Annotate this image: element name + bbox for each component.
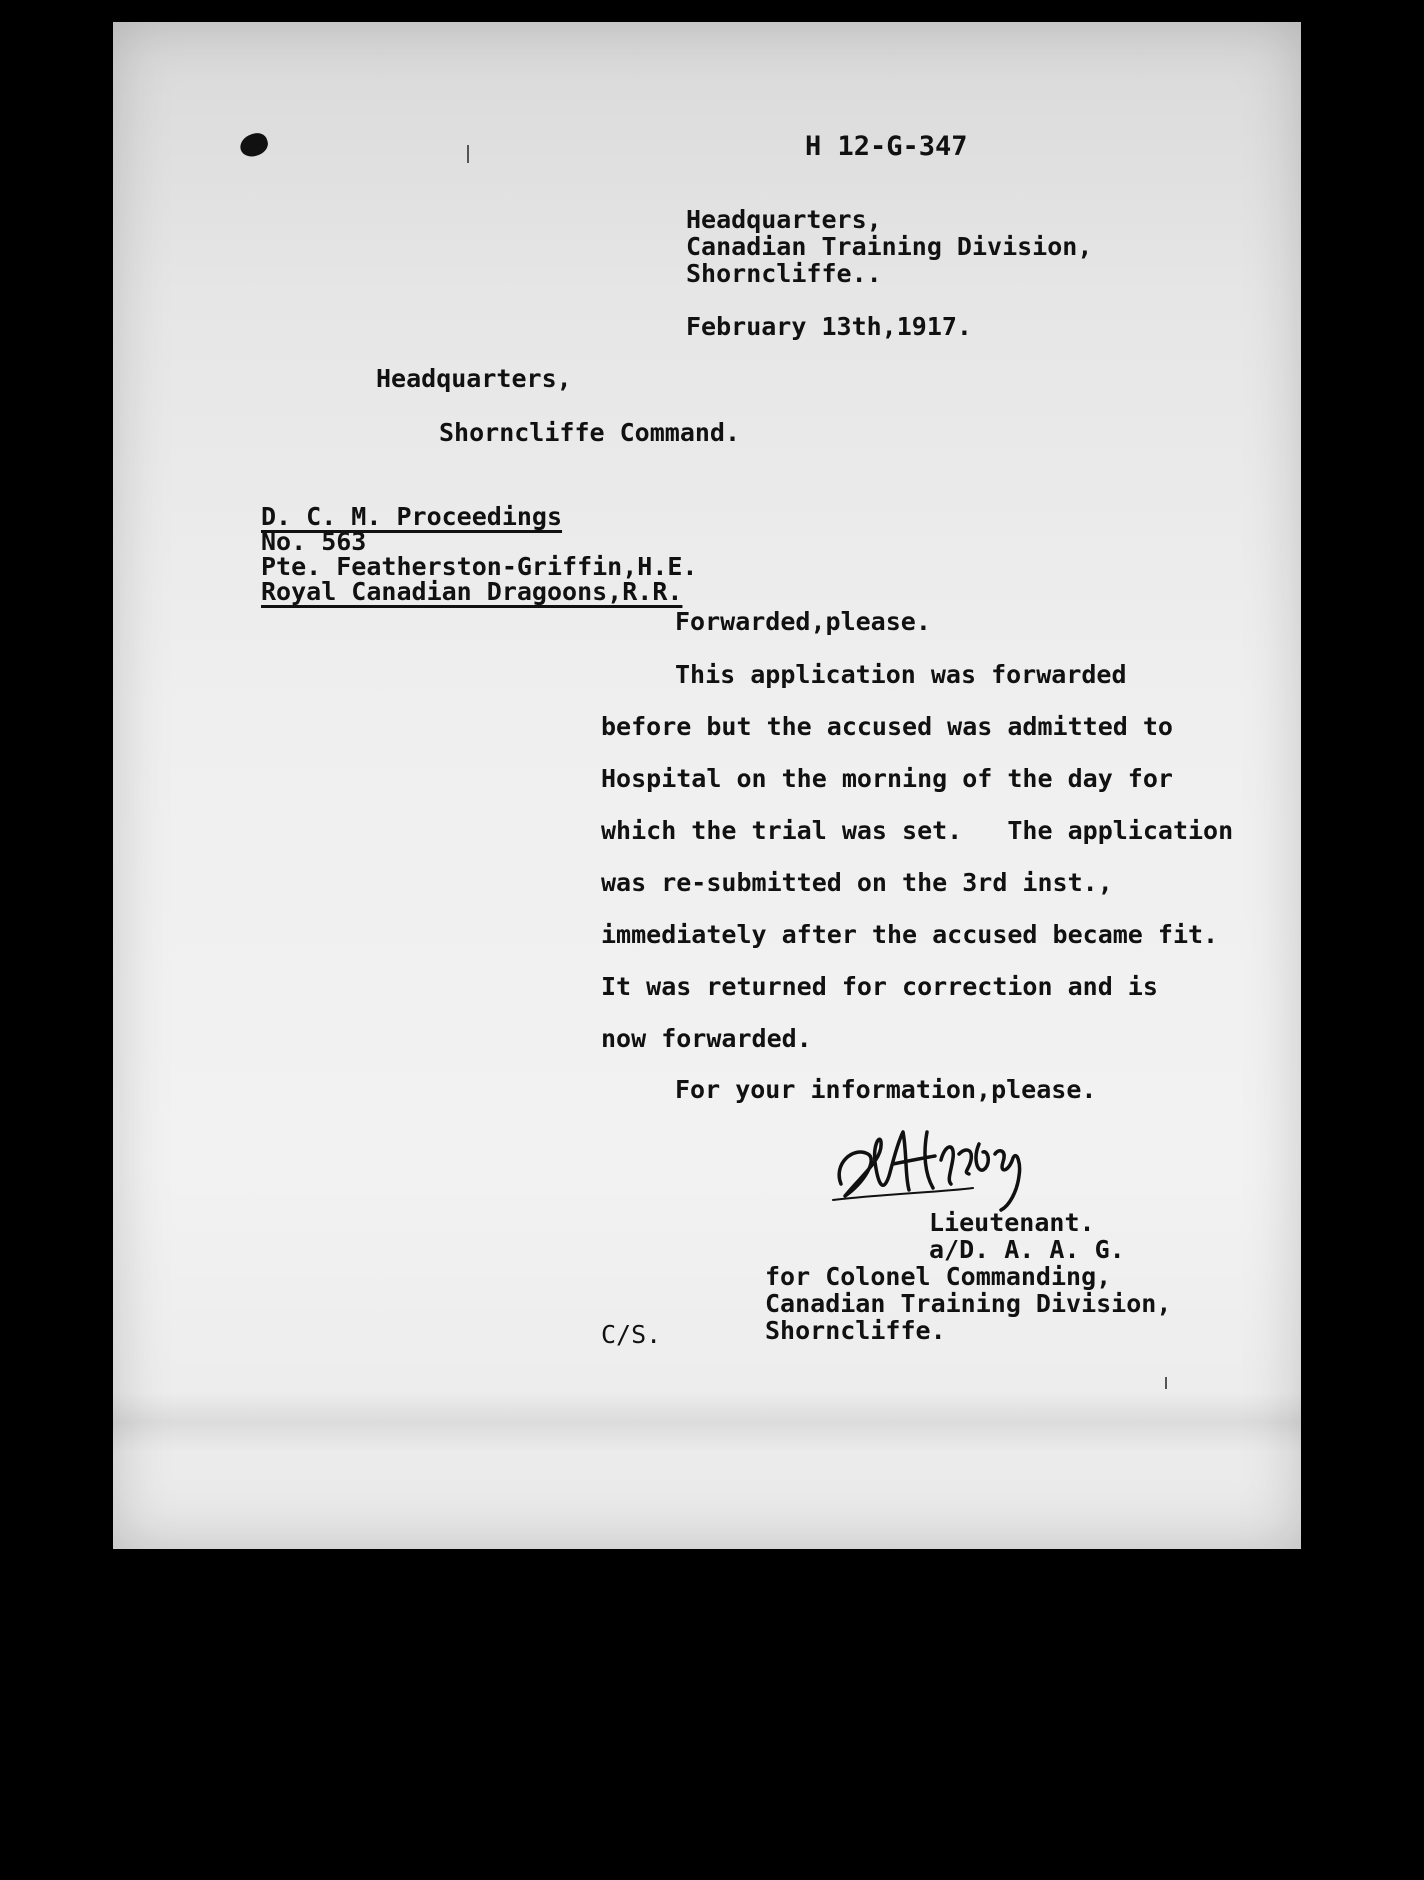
signatory-place: Shorncliffe. <box>765 1316 946 1345</box>
body-line: was re-submitted on the 3rd inst., <box>601 868 1113 897</box>
sender-line-3: Shorncliffe.. <box>686 259 882 288</box>
letter-paper <box>113 22 1301 1549</box>
ink-blot <box>237 130 270 160</box>
subject-line-3: Pte. Featherston-Griffin,H.E. <box>261 552 698 581</box>
body-line: which the trial was set. The application <box>601 816 1234 845</box>
subject-line-1: D. C. M. Proceedings <box>261 502 563 531</box>
sender-line-2: Canadian Training Division, <box>686 232 1093 261</box>
body-line: Hospital on the morning of the day for <box>601 764 1173 793</box>
signatory-rank: Lieutenant. <box>929 1208 1095 1237</box>
forwarded-line: Forwarded,please. <box>675 607 931 636</box>
scan-band <box>113 1392 1301 1452</box>
signatory-title: a/D. A. A. G. <box>929 1235 1125 1264</box>
subject-line-2: No. 563 <box>261 527 367 556</box>
letter-date: February 13th,1917. <box>686 312 972 341</box>
signatory-for-line: for Colonel Commanding, <box>765 1262 1112 1291</box>
subject-line-4: Royal Canadian Dragoons,R.R. <box>261 577 683 606</box>
body-line: This application was forwarded <box>675 660 1127 689</box>
sender-line-1: Headquarters, <box>686 205 882 234</box>
addressee-line-2: Shorncliffe Command. <box>439 418 741 447</box>
body-line: It was returned for correction and is <box>601 972 1158 1001</box>
addressee-line-1: Headquarters, <box>376 364 572 393</box>
body-line: now forwarded. <box>601 1024 812 1053</box>
signatory-division: Canadian Training Division, <box>765 1289 1172 1318</box>
paper-mark <box>1165 1377 1167 1389</box>
closing-line: For your information,please. <box>675 1075 1097 1104</box>
body-line: before but the accused was admitted to <box>601 712 1173 741</box>
paper-mark <box>467 145 469 163</box>
cs-mark: C/S. <box>601 1320 662 1349</box>
reference-number: H 12-G-347 <box>805 131 968 162</box>
body-line: immediately after the accused became fit. <box>601 920 1219 949</box>
